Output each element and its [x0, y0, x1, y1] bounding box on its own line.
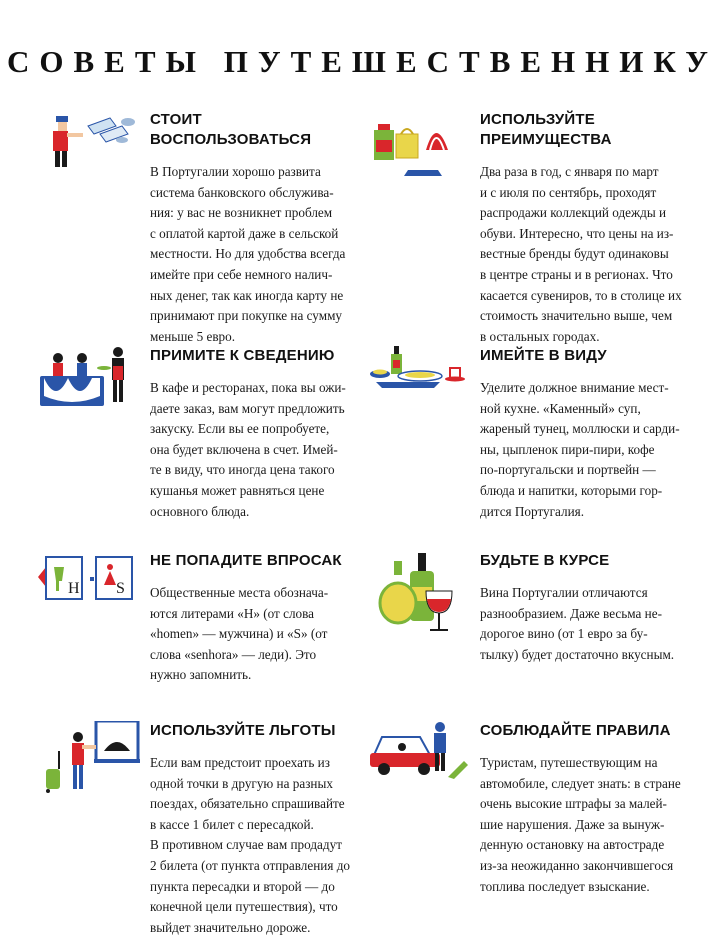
page-title: СОВЕТЫ ПУТЕШЕСТВЕННИКУ: [6, 44, 719, 79]
tip-body: Туристам, путешествующим на автомобиле, следует знать: в стране очень высокие штрафы за малей- шие нарушения. Даже за вынуж- денную остановку на автостраде из-за неожиданно закончившегося топлива последует взыскание.: [480, 755, 681, 894]
wine-bottles-icon: [368, 551, 473, 641]
tip-body: Если вам предстоит проехать из одной точки в другую на разных поездах, обязательно спрашивайте в кассе 1 билет с пересадкой. В противном случае вам продадут 2 билета (от пункта отправления до пункта пересадки и второй — до конечной цели путешествия), что выйдет значительно дороже.: [150, 755, 351, 935]
tip-heading: ИСПОЛЬЗУЙТЕ ЛЬГОТЫ: [150, 722, 336, 739]
tip-heading: ИСПОЛЬЗУЙТЕ ПРЕИМУЩЕСТВА: [480, 111, 612, 148]
restaurant-table-icon: [38, 346, 143, 416]
tip-primite-k-svedeniyu: [38, 346, 368, 519]
tip-heading: СОБЛЮДАЙТЕ ПРАВИЛА: [480, 722, 671, 739]
tip-heading: НЕ ПОПАДИТЕ ВПРОСАК: [150, 552, 342, 569]
tip-heading: СТОИТ ВОСПОЛЬЗОВАТЬСЯ: [150, 111, 312, 148]
tip-imeyte-v-vidu: [368, 346, 713, 519]
tip-ispolzuyte-preimushchestva: [368, 110, 713, 344]
tip-body: Два раза в год, с января по март и с июля по сентябрь, проходят распродажи коллекций одежды и обуви. Интересно, что цены на из- вестные бренды будут одинаковы в центре страны и в регионах. Что касается сувениров, то в столице их стоимость значительно выше, чем в остальных городах.: [480, 164, 682, 344]
card-payment-icon: [38, 110, 143, 170]
train-ticket-icon: [38, 721, 143, 811]
tip-body: Вина Португалии отличаются разнообразием. Даже весьма не- дорогое вино (от 1 евро за бу- тылку) будет достаточно вкусным.: [480, 585, 675, 662]
restroom-signs-icon: [38, 551, 138, 611]
tip-ispolzuyte-lgoty: [38, 721, 368, 935]
tip-stoit-vospolzovatsya: [38, 110, 368, 344]
tip-body: В кафе и ресторанах, пока вы ожи- даете заказ, вам могут предложить закуску. Если вы ее попробуете, она будет включена в счет. Имей- те в виду, что иногда цена такого кушанья может равняться цене основного блюда.: [150, 380, 346, 519]
tip-body: В Португалии хорошо развита система банковского обслужива- ния: у вас не возникнет проблем с оплатой картой даже в сельской местности. Но для удобства всегда имейте при себе немного налич- ных денег, так как иногда карту не принимают при покупке на сумму меньше 5 евро.: [150, 164, 346, 344]
tip-heading: БУДЬТЕ В КУРСЕ: [480, 552, 610, 569]
restroom-letter-h: H: [68, 580, 80, 597]
restroom-letter-s: S: [116, 580, 125, 597]
tip-budte-v-kurse: [368, 551, 713, 681]
tip-body: Общественные места обознача- ются литерами «H» (от слова «homen» — мужчина) и «S» (от слова «senhora» — леди). Это нужно запомнить.: [150, 585, 329, 683]
car-police-icon: [368, 721, 473, 781]
tip-body: Уделите должное внимание мест- ной кухне. «Каменный» суп, жареный тунец, моллюски и сарди- ны, цыпленок пири-пири, кофе по-португальски и портвейн — блюда и напитки, которыми гор- дится Португалия.: [480, 380, 680, 519]
shopping-bags-icon: [368, 110, 473, 180]
tip-heading: ИМЕЙТЕ В ВИДУ: [480, 347, 607, 364]
tip-soblyudayte-pravila: [368, 721, 713, 894]
food-dishes-icon: [368, 346, 473, 396]
tip-ne-popadite-vprosak: [38, 551, 368, 681]
tip-heading: ПРИМИТЕ К СВЕДЕНИЮ: [150, 347, 335, 364]
